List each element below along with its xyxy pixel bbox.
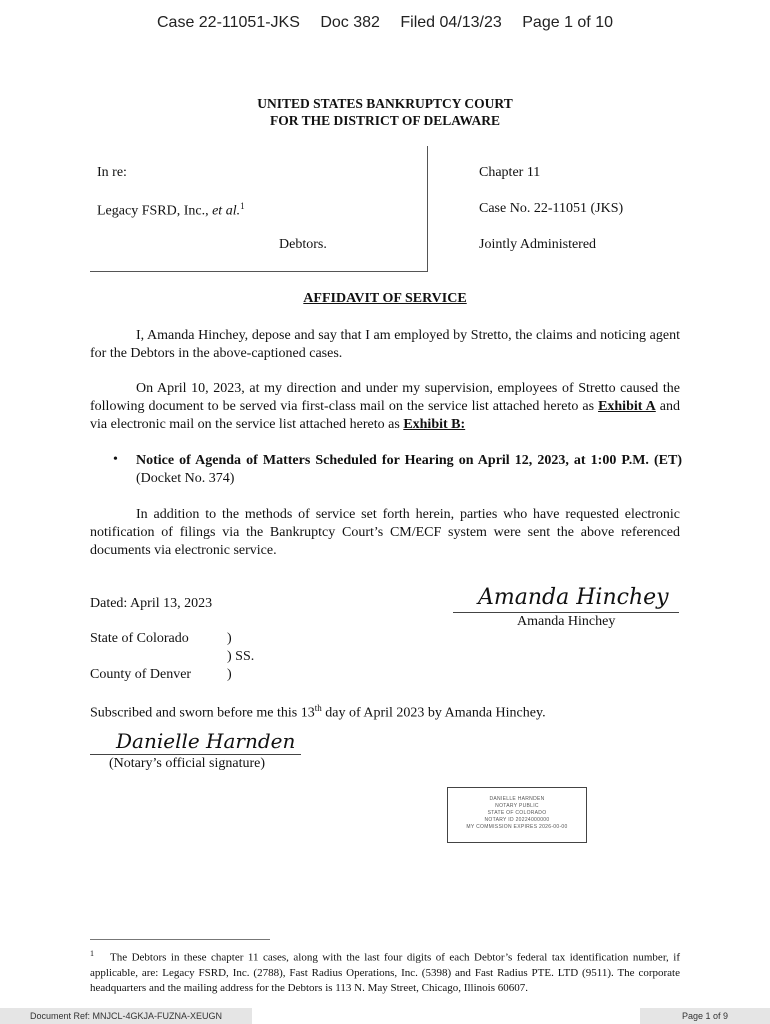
ecf-header <box>0 14 770 32</box>
affiant-signature: Amanda Hinchey <box>478 585 669 610</box>
paragraph-3: In addition to the methods of service set forth herein, parties who have requested electronic notification of filings via the Bankruptcy Court’s CM/ECF system were sent the above referenced documents via electronic service. <box>90 507 680 558</box>
served-document: Notice of Agenda of Matters Scheduled for Hearing on April 12, 2023, at 1:00 P.M. (ET) (Docket No. 374) <box>136 453 682 486</box>
affiant-name: Amanda Hinchey <box>517 614 616 629</box>
footnote: $^1$ The Debtors in these chapter 11 cases, along with the last four digits of each Debtor’s federal tax identification number, if applicable, are: Legacy FSRD, Inc. (2788), Fast Radius Operations, Inc. (5398) and Fast Radius PTE. LTD (9511). The corporate headquarters and the mailing address for the Debtors is 113 N. May Street, Chicago, Illinois 60607. <box>90 949 680 994</box>
filed-date: Filed 04/13/23 <box>400 14 502 31</box>
doc-number: Doc 382 <box>320 14 380 31</box>
county: County of Denver <box>90 667 192 682</box>
page-number: Page 1 of 10 <box>522 14 613 31</box>
dated: Dated: April 13, 2023 <box>90 596 213 611</box>
court-title: UNITED STATES BANKRUPTCY COURT FOR THE DISTRICT OF DELAWARE <box>257 96 513 128</box>
paren-1: ) <box>227 631 232 646</box>
notary-signature: Danielle Harnden <box>116 729 296 753</box>
caption-bottom-rule <box>90 271 428 272</box>
debtors-label: Debtors. <box>279 237 327 252</box>
ss: ) SS. <box>227 649 255 664</box>
paragraph-1: I, Amanda Hinchey, depose and say that I am employed by Stretto, the claims and noticing agent for the Debtors in the above-captioned cases. <box>90 328 680 361</box>
in-re: In re: <box>97 165 127 180</box>
footer-page: Page 1 of 9 <box>640 1008 770 1024</box>
footnote-rule <box>90 939 270 940</box>
notary-signature-line <box>90 754 301 755</box>
notary-label: (Notary’s official signature) <box>109 756 266 771</box>
debtor-name: Legacy FSRD, Inc., et al.$^1$ <box>97 201 245 219</box>
bullet-icon: • <box>113 452 118 467</box>
chapter: Chapter 11 <box>479 165 541 180</box>
document-title: AFFIDAVIT OF SERVICE <box>303 291 467 306</box>
jointly-administered: Jointly Administered <box>479 237 597 252</box>
caption-divider <box>427 146 428 272</box>
affiant-signature-line <box>453 612 679 613</box>
state: State of Colorado <box>90 631 189 646</box>
case-no: Case No. 22-11051 (JKS) <box>479 201 624 216</box>
case-number: Case 22-11051-JKS <box>156 14 300 31</box>
notary-stamp: DANIELLE HARNDEN NOTARY PUBLIC STATE OF COLORADO NOTARY ID 20224000000 MY COMMISSION EXPIRES 2026-00-00 <box>447 787 587 843</box>
document-ref: Document Ref: MNJCL-4GKJA-FUZNA-XEUGN <box>0 1008 252 1024</box>
paren-3: ) <box>227 667 232 682</box>
paragraph-2: On April 10, 2023, at my direction and under my supervision, employees of Stretto caused the following document to be served via first-class mail on the service list attached hereto as Exhibit A and via electronic mail on the service list attached hereto as Exhibit B: <box>90 381 681 432</box>
sworn-statement: Subscribed and sworn before me this 13th day of April 2023 by Amanda Hinchey. <box>90 703 546 721</box>
